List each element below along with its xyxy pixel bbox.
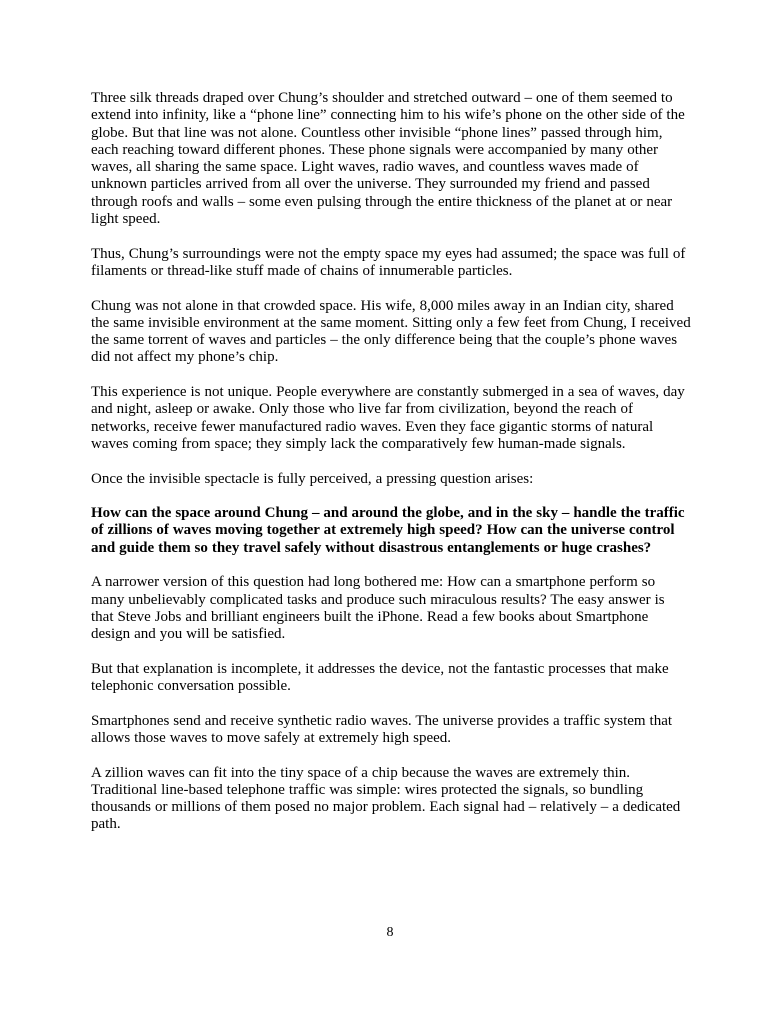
paragraph: This experience is not unique. People everywhere are constantly submerged in a sea of waves, day and night, asleep or awake. Only those who live far from civilization, beyond the reach of networks, receive fewer manufactured radio waves. Even they face gigantic storms of natural waves coming from space; they simply lack the comparatively few human-made signals. [91,384,685,452]
paragraph: But that explanation is incomplete, it addresses the device, not the fantastic processes that make telephonic conversation possible. [91,660,669,695]
paragraph: How can the space around Chung – and around the globe, and in the sky – handle the traffic of zillions of waves moving together at extremely high speed? How can the universe control and guide them so they travel safely without disastrous entanglements or huge crashes? [91,505,685,556]
paragraph: Thus, Chung’s surroundings were not the empty space my eyes had assumed; the space was full of filaments or thread-like stuff made of chains of innumerable particles. [91,245,686,279]
paragraph: Once the invisible spectacle is fully perceived, a pressing question arises: [91,470,534,487]
paragraph: Chung was not alone in that crowded space. His wife, 8,000 miles away in an Indian city, shared the same invisible environment at the same moment. Sitting only a few feet from Chung, I received the same torrent of waves and particles – the only difference being that the couple’s phone waves did not affect my phone’s chip. [91,297,691,366]
paragraph: A zillion waves can fit into the tiny space of a chip because the waves are extremely thin. Traditional line-based telephone traffic was simple: wires protected the signals, so bundling thousands or millions of them posed no major problem. Each signal had – relatively – a dedicated path. [91,764,681,833]
body-text [91,90,691,851]
paragraph: A narrower version of this question had long bothered me: How can a smartphone perform so many unbelievably complicated tasks and produce such miraculous results? The easy answer is that Steve Jobs and brilliant engineers built the iPhone. Read a few books about Smartphone design and you will be satisfied. [91,574,665,643]
paragraph: Smartphones send and receive synthetic radio waves. The universe provides a traffic system that allows those waves to move safely at extremely high speed. [91,712,673,746]
paragraph: Three silk threads draped over Chung’s shoulder and stretched outward – one of them seemed to extend into infinity, like a “phone line” connecting him to his wife’s phone on the other side of the globe. But that line was not alone. Countless other invisible “phone lines” passed through him, each reaching toward different phones. These phone signals were accompanied by many other waves, all sharing the same space. Light waves, radio waves, and countless waves made of unknown particles arrived from all over the universe. They surrounded my friend and passed through roofs and walls – some even pulsing through the entire thickness of the planet at or near light speed. [91,90,685,228]
page-number: 8 [386,925,394,940]
